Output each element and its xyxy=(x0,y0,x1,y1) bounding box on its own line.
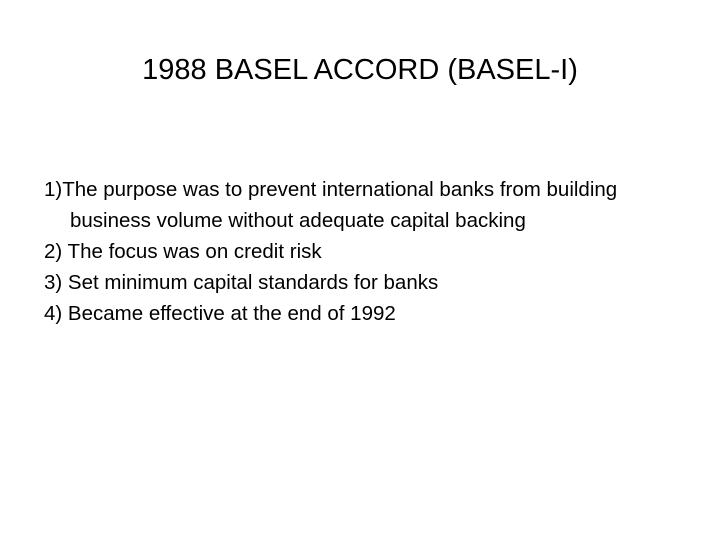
slide-title: 1988 BASEL ACCORD (BASEL-I) xyxy=(142,54,578,86)
list-item: 3) Set minimum capital standards for banks xyxy=(44,271,439,294)
bullet-list xyxy=(44,174,684,329)
list-item: 4) Became effective at the end of 1992 xyxy=(44,302,396,325)
list-item: 1)The purpose was to prevent international banks from building business volume without adequate capital backing xyxy=(44,178,618,232)
list-item: 2) The focus was on credit risk xyxy=(44,240,322,263)
